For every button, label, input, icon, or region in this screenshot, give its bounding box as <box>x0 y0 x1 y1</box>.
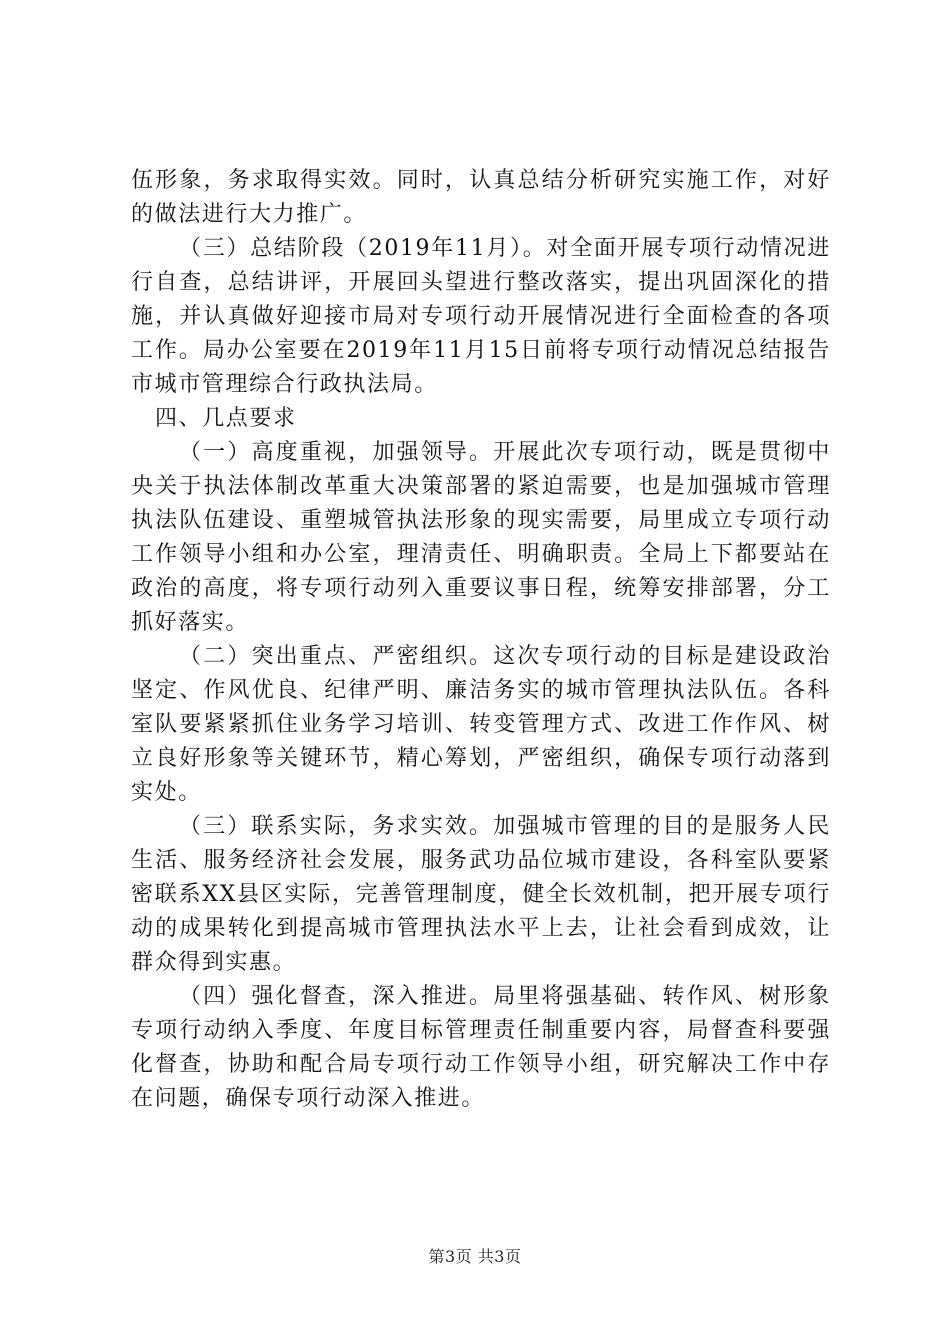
paragraph-continuation: 伍形象，务求取得实效。同时，认真总结分析研究实施工作，对好的做法进行大力推广。 <box>131 168 831 227</box>
paragraph-summary-stage: （三）总结阶段（2019年11月）。对全面开展专项行动情况进行自查，总结讲评，开展回头望进行整改落实，提出巩固深化的措施，并认真做好迎接市局对专项行动开展情况进行全面检查的各项工作。局办公室要在2019年11月15日前将专项行动情况总结报告市城市管理综合行政执法局。 <box>131 236 831 397</box>
paragraph-requirement-4: （四）强化督查，深入推进。局里将强基础、转作风、树形象专项行动纳入季度、年度目标管理责任制重要内容，局督查科要强化督查，协助和配合局专项行动工作领导小组，研究解决工作中存在问题，确保专项行动深入推进。 <box>131 984 831 1111</box>
paragraph-requirement-1: （一）高度重视，加强领导。开展此次专项行动，既是贯彻中央关于执法体制改革重大决策部署的紧迫需要，也是加强城市管理执法队伍建设、重塑城管执法形象的现实需要，局里成立专项行动工作领导小组和办公室，理清责任、明确职责。全局上下都要站在政治的高度，将专项行动列入重要议事日程，统筹安排部署，分工抓好落实。 <box>131 440 831 635</box>
page-number-footer: 第3页 共3页 <box>428 1247 522 1266</box>
section-heading-requirements: 四、几点要求 <box>155 406 297 431</box>
document-body <box>131 164 831 1116</box>
paragraph-requirement-3: （三）联系实际，务求实效。加强城市管理的目的是服务人民生活、服务经济社会发展，服务武功品位城市建设，各科室队要紧密联系XX县区实际，完善管理制度，健全长效机制，把开展专项行动的成果转化到提高城市管理执法水平上去，让社会看到成效，让群众得到实惠。 <box>131 814 831 975</box>
paragraph-requirement-2: （二）突出重点、严密组织。这次专项行动的目标是建设政治坚定、作风优良、纪律严明、廉洁务实的城市管理执法队伍。各科室队要紧紧抓住业务学习培训、转变管理方式、改进工作作风、树立良好形象等关键环节，精心筹划，严密组织，确保专项行动落到实处。 <box>131 644 831 805</box>
